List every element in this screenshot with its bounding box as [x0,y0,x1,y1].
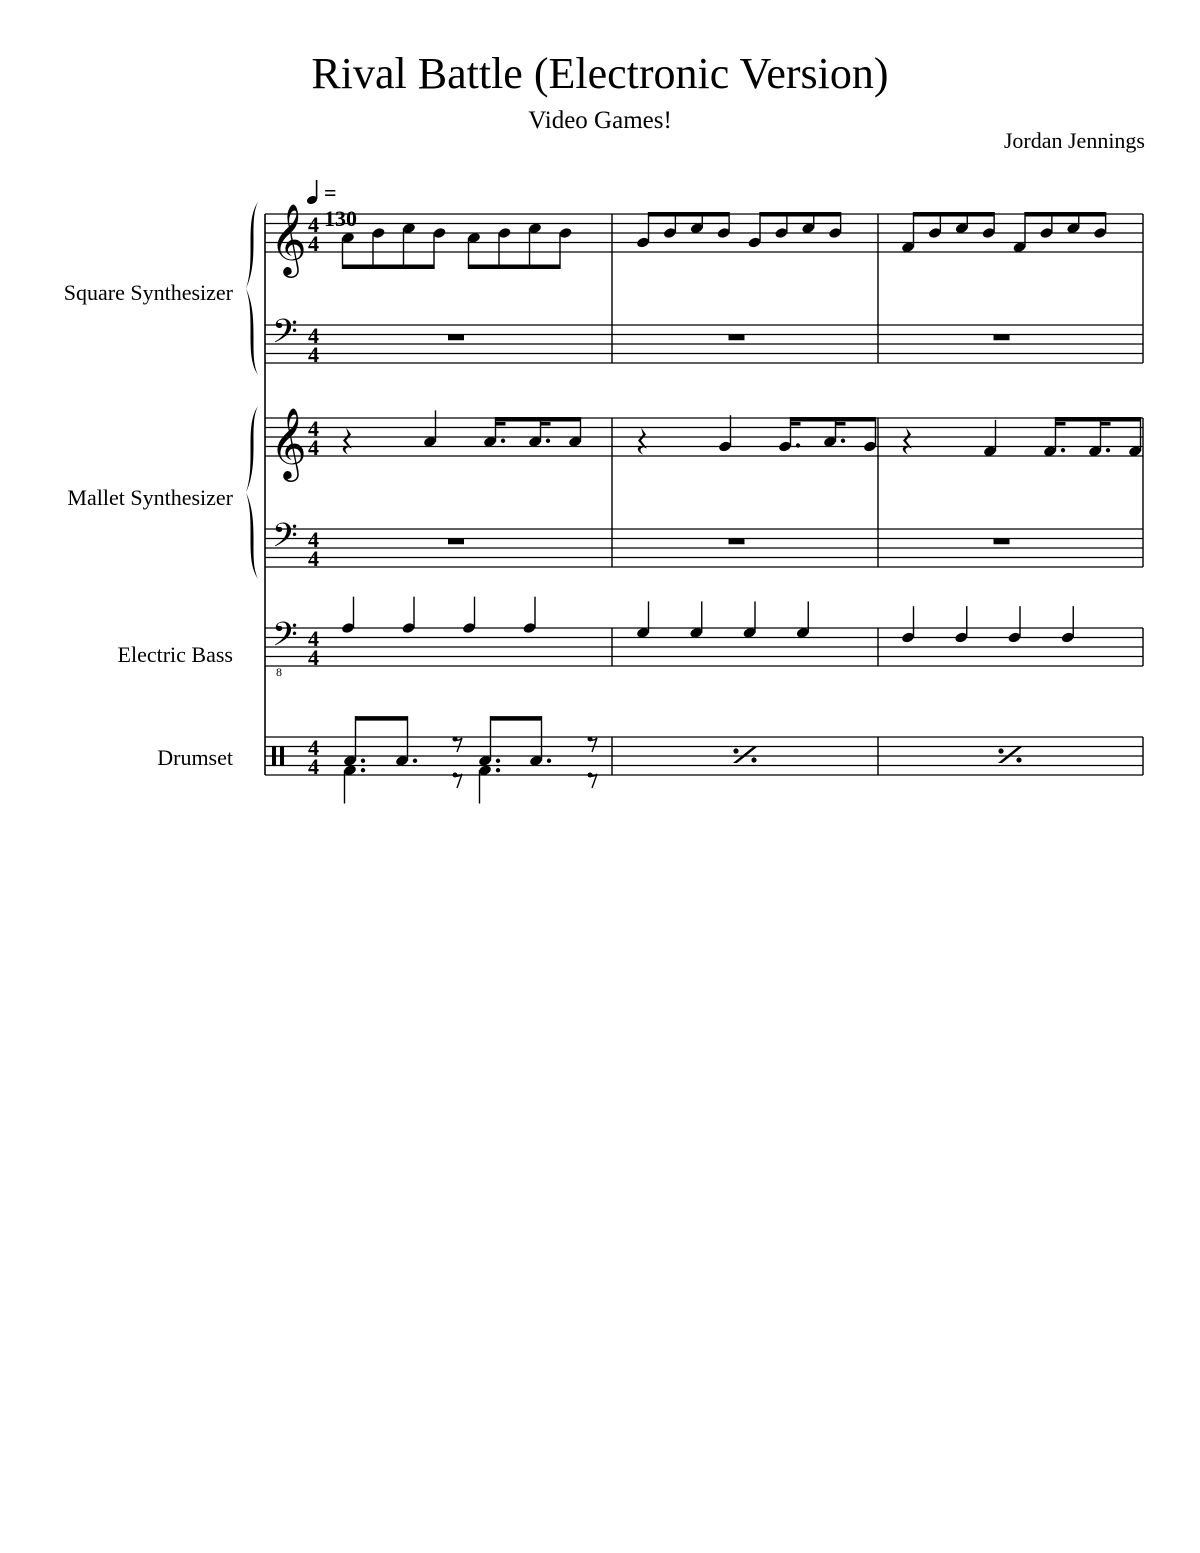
augmentation-dot [496,759,500,763]
bass-clef-icon: 𝄢 [272,517,298,563]
whole-rest [729,539,745,545]
tempo-value: = 130 [324,180,357,231]
augmentation-dot [501,439,505,443]
beam [1056,417,1141,422]
treble-clef-icon: 𝄞 [270,202,307,275]
time-signature-numerator: 4 [308,212,319,237]
treble-clef-icon: 𝄞 [270,406,307,479]
beam [343,265,435,270]
percussion-clef-icon [272,747,276,766]
instrument-label-bass: Electric Bass [117,642,233,667]
instrument-label-mallet: Mallet Synthesizer [67,485,233,510]
percussion-clef-icon [280,747,284,766]
measure-repeat-icon [998,748,1003,753]
time-signature-denominator: 4 [308,435,319,460]
quarter-rest [638,428,647,455]
time-signature-numerator: 4 [308,323,319,348]
time-signature-denominator: 4 [308,645,319,670]
augmentation-dot [413,759,417,763]
augmentation-dot [841,439,845,443]
augmentation-dot [546,439,550,443]
augmentation-dot [1061,448,1065,452]
measure-repeat-icon [751,757,756,762]
beam [649,212,730,217]
time-signature-numerator: 4 [308,416,319,441]
beam [496,417,581,422]
beam [496,422,506,426]
augmentation-dot [361,759,365,763]
eighth-rest [455,738,462,752]
beam [1056,422,1066,426]
bass-clef-icon: 𝄢 [272,313,298,359]
quarter-rest [343,428,352,455]
beam [760,212,841,217]
beam [541,422,551,426]
augmentation-dot [496,768,500,772]
eighth-rest [455,774,462,788]
time-signature-numerator: 4 [308,527,319,552]
measure-repeat-icon [733,748,738,753]
eighth-rest [590,738,597,752]
time-signature-numerator: 4 [308,735,319,760]
time-signature-denominator: 4 [308,754,319,779]
time-signature-denominator: 4 [308,342,319,367]
time-signature-denominator: 4 [308,231,319,256]
beam [491,716,542,721]
augmentation-dot [796,443,800,447]
time-signature-denominator: 4 [308,546,319,571]
whole-rest [448,539,464,545]
score-title: Rival Battle (Electronic Version) [311,49,889,98]
whole-rest [994,335,1010,341]
brace-icon [246,202,258,375]
augmentation-dot [361,768,365,772]
whole-rest [994,539,1010,545]
bass-clef-icon: 𝄢 [272,616,298,662]
augmentation-dot [547,759,551,763]
beam [1025,212,1106,217]
beam [791,422,801,426]
brace-icon [246,406,258,579]
beam [791,417,876,422]
whole-rest [448,335,464,341]
beam [469,265,561,270]
instrument-label-drums: Drumset [157,745,233,770]
whole-rest [729,335,745,341]
composer-name: Jordan Jennings [1003,128,1145,153]
beam [1101,422,1111,426]
eighth-rest [590,774,597,788]
measure-repeat-icon [1016,757,1021,762]
beam [914,212,995,217]
beam [836,422,846,426]
time-signature-numerator: 4 [308,626,319,651]
instrument-label-square: Square Synthesizer [63,280,233,305]
augmentation-dot [1106,448,1110,452]
beam [356,716,408,721]
score-subtitle: Video Games! [528,107,672,134]
quarter-rest [903,428,912,455]
octave-marker: 8 [276,665,282,679]
